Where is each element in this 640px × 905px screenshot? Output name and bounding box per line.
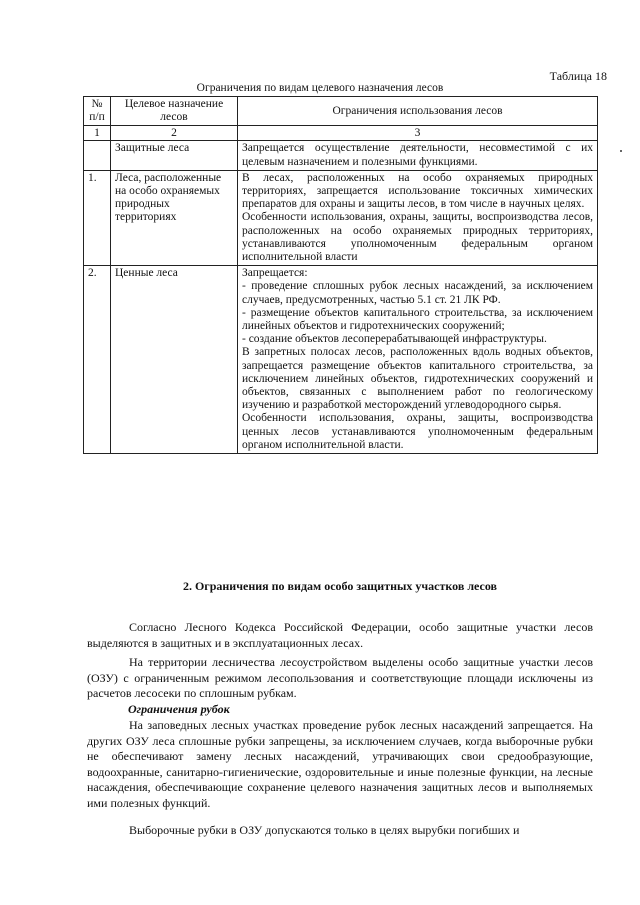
row-number xyxy=(84,141,111,170)
column-number-row xyxy=(84,126,598,141)
table-number-label: Таблица 18 xyxy=(549,69,607,83)
body-paragraph: На территории лесничества лесоустройством выделены особо защитные участки лесов (ОЗУ) с ограниченным режимом лесопользования и соответствующие площади исключены из расчетов лесосеки по сплошным рубкам. xyxy=(87,655,593,700)
row-purpose: Ценные леса xyxy=(111,266,238,454)
row-purpose: Леса, расположенные на особо охраняемых природных территориях xyxy=(111,170,238,265)
restriction-text: Особенности использования, охраны, защиты, воспроизводства ценных лесов устанавливаются уполномоченным федеральным органом исполнительной власти. xyxy=(242,412,593,451)
body-paragraph: На заповедных лесных участках проведение рубок лесных насаждений запрещается. На других ОЗУ леса сплошные рубки запрещены, за исключением случаев, когда выборочные рубки не обеспечивают замену лесных насаждений, утрачивающих свои средообразующие, водоохранные, санитарно-гигиенические, оздоровительные и иные полезные функции, на лесные насаждения, обеспечивающие сохранение целевого назначения защитных лесов и выполняемых ими полезных функций. xyxy=(87,718,593,810)
body-paragraph: Согласно Лесного Кодекса Российской Федерации, особо защитные участки лесов выделяются в защитных и в эксплуатационных лесах. xyxy=(87,620,593,650)
table-header-row xyxy=(84,97,598,126)
table-row xyxy=(84,266,598,454)
restriction-text: Особенности использования, охраны, защиты, воспроизводства лесов, расположенных на особо охраняемых природных территориях, устанавливаются уполномоченным федеральным органом исполнительной власти xyxy=(242,211,593,264)
restriction-text: - проведение сплошных рубок лесных насаждений, за исключением случаев, предусмотренных, частью 5.1 ст. 21 ЛК РФ. xyxy=(242,280,593,306)
row-number: 1. xyxy=(84,170,111,265)
table-row xyxy=(84,141,598,170)
restriction-text: В запретных полосах лесов, расположенных вдоль водных объектов, запрещается размещение объектов капитального строительства, за исключением линейных объектов, гидротехнических сооружений и объектов, связанных с выполнением работ по геологическому изучению и разработкой месторождений углеводородного сырья. xyxy=(242,346,593,412)
table-row xyxy=(84,170,598,265)
table-caption: Ограничения по видам целевого назначения лесов xyxy=(196,82,444,94)
row-restrictions xyxy=(238,141,598,170)
body-paragraph: Выборочные рубки в ОЗУ допускаются только в целях вырубки погибших и xyxy=(129,823,520,837)
row-restrictions xyxy=(238,266,598,454)
restriction-text: - создание объектов лесоперерабатывающей инфраструктуры. xyxy=(242,333,547,346)
restriction-text: Запрещается: xyxy=(242,267,308,280)
row-number: 2. xyxy=(84,266,111,454)
header-purpose: Целевое назначение лесов xyxy=(111,97,238,126)
subheading: Ограничения рубок xyxy=(128,702,230,716)
restrictions-table xyxy=(83,96,598,454)
scan-speck xyxy=(620,150,622,152)
restriction-text: - размещение объектов капитального строительства, за исключением линейных объектов и гидротехнических сооружений; xyxy=(242,306,593,333)
row-purpose: Защитные леса xyxy=(111,141,238,170)
row-restrictions xyxy=(238,170,598,265)
header-restrictions: Ограничения использования лесов xyxy=(238,97,598,126)
column-number: 3 xyxy=(238,126,598,141)
column-number: 2 xyxy=(111,126,238,141)
restriction-text: В лесах, расположенных на особо охраняемых природных территориях, запрещается использование токсичных химических препаратов для охраны и защиты лесов, в том числе в научных целях. xyxy=(242,171,593,211)
section-heading: 2. Ограничения по видам особо защитных участков лесов xyxy=(182,579,498,593)
restriction-text: Запрещается осуществление деятельности, несовместимой с их целевым назначением и полезными функциями. xyxy=(242,142,593,168)
header-number: № п/п xyxy=(84,97,111,126)
column-number: 1 xyxy=(84,126,111,141)
